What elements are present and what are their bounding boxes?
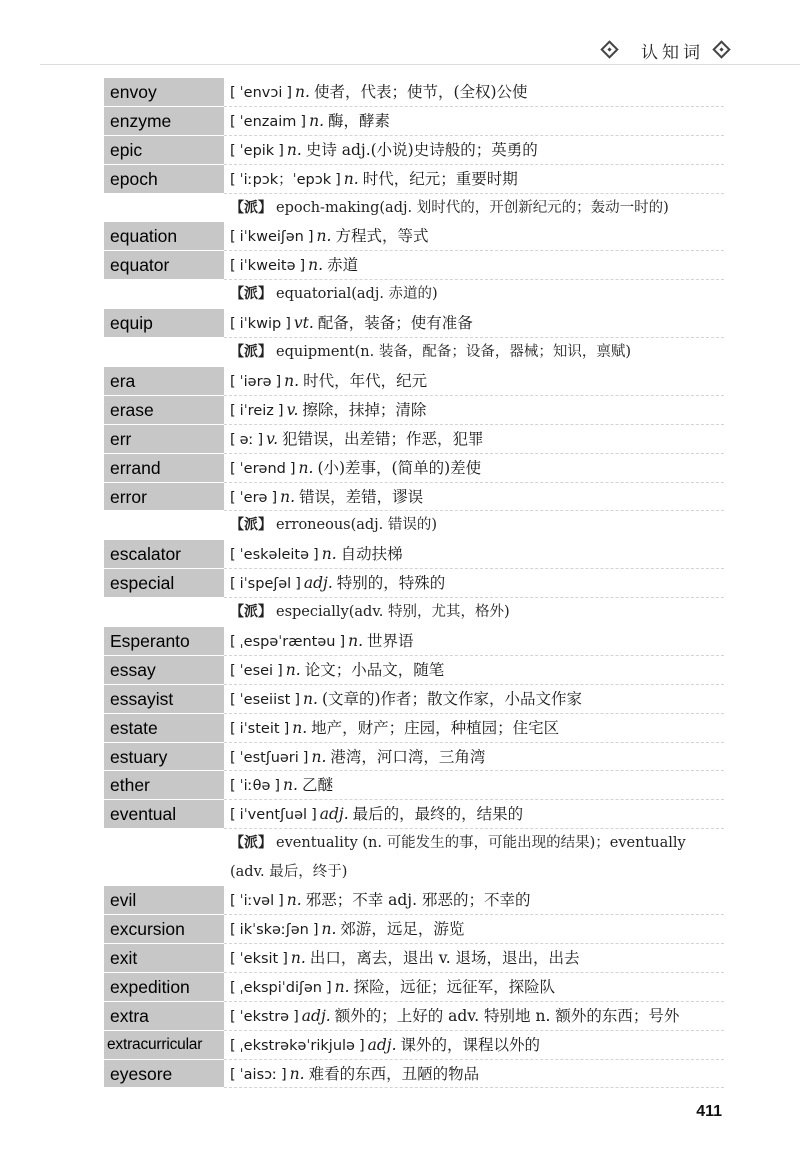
definition (224, 656, 724, 685)
entry-row (104, 309, 724, 338)
meaning: 课外的，课程以外的 (400, 1035, 541, 1054)
phonetic: [ ˈaisɔː ] (230, 1067, 290, 1083)
part-of-speech: n. (321, 920, 337, 939)
headword: exit (104, 944, 224, 973)
entry-row (104, 454, 724, 483)
headword: eventual (104, 800, 224, 829)
vocab-entry (104, 1002, 724, 1031)
meaning: 邪恶；不幸 adj. 邪恶的；不幸的 (305, 891, 531, 910)
phonetic: [ ˌekspiˈdiʃən ] (230, 980, 335, 996)
meaning: 特别的，特殊的 (336, 574, 446, 593)
entry-row (104, 483, 724, 512)
meaning: 乙醚 (301, 776, 333, 795)
meaning: 犯错误，出差错；作恶，犯罪 (282, 429, 484, 448)
derivative-tag: 【 派 】 (230, 517, 272, 533)
phonetic: [ ˈiːθə ] (230, 778, 283, 794)
meaning: 使者，代表；使节，(全权)公使 (313, 83, 528, 101)
phonetic: [ ˈenvɔi ] (230, 85, 295, 101)
phonetic: [ iˈkweiʃən ] (230, 229, 317, 245)
part-of-speech: n. (285, 660, 301, 679)
vocab-entry (104, 454, 724, 483)
definition (224, 771, 724, 800)
vocab-entry (104, 944, 724, 973)
part-of-speech: n. (283, 776, 298, 795)
entry-row (104, 1031, 724, 1060)
headword: essayist (104, 685, 224, 714)
part-of-speech: n. (280, 487, 296, 506)
derivative-text: eventuality (n. 可能发生的事，可能出现的结果)；eventually (adv. 最后，终于) (230, 835, 686, 880)
definition (224, 483, 724, 512)
part-of-speech: n. (308, 256, 324, 275)
meaning: 世界语 (367, 632, 414, 650)
definition (224, 886, 724, 915)
entry-row (104, 685, 724, 714)
derivative-line (224, 511, 724, 540)
phonetic: [ ˈiːpɔk；ˈepɔk ] (230, 172, 344, 188)
phonetic: [ ikˈskəːʃən ] (230, 922, 322, 938)
headword: err (104, 425, 224, 454)
definition (224, 454, 724, 483)
entry-row (104, 222, 724, 251)
definition (224, 743, 724, 772)
vocab-entry (104, 800, 724, 886)
vocab-entry (104, 425, 724, 454)
part-of-speech: v. (266, 429, 279, 448)
part-of-speech: n. (289, 1064, 305, 1083)
phonetic: [ ˈekstrə ] (230, 1009, 302, 1025)
vocab-entry (104, 136, 724, 165)
vocab-entry (104, 656, 724, 685)
part-of-speech: vt. (293, 314, 314, 333)
definition (224, 685, 724, 714)
part-of-speech: n. (316, 227, 332, 246)
vocab-entry (104, 251, 724, 309)
entry-row (104, 714, 724, 743)
entry-row (104, 425, 724, 454)
headword: error (104, 483, 224, 512)
meaning: 郊游，远足，游览 (340, 920, 465, 939)
phonetic: [ iˈspeʃəl ] (230, 576, 304, 592)
vocab-entry (104, 367, 724, 396)
diamond-ornament-icon (600, 40, 618, 58)
vocab-entry (104, 78, 724, 107)
headword: epic (104, 136, 224, 165)
meaning: (小)差事，(简单的)差使 (317, 458, 482, 477)
derivative-tag: 【 派 】 (230, 344, 272, 360)
vocab-entry (104, 915, 724, 944)
headword: eyesore (104, 1060, 224, 1089)
phonetic: [ əː ] (230, 432, 266, 448)
phonetic: [ ˈiːvəl ] (230, 893, 287, 909)
phonetic: [ iˈreiz ] (230, 403, 287, 419)
meaning: 最后的，最终的，结果的 (352, 805, 524, 824)
vocab-entry (104, 222, 724, 251)
phonetic: [ iˈkwip ] (230, 316, 294, 332)
part-of-speech: adj. (303, 574, 333, 593)
derivative-line (224, 194, 724, 223)
definition (224, 800, 724, 829)
phonetic: [ ˈeskəleitə ] (230, 547, 322, 563)
headword: epoch (104, 165, 224, 194)
derivative-text: epoch-making(adj. 划时代的，开创新纪元的；轰动一时的) (276, 199, 669, 216)
meaning: 擦除，抹掉；清除 (302, 400, 427, 419)
entry-row (104, 771, 724, 800)
headword: Esperanto (104, 627, 224, 656)
definition (224, 367, 724, 396)
definition (224, 251, 724, 280)
meaning: (文章的)作者；散文作家，小品文作家 (321, 689, 583, 708)
part-of-speech: n. (311, 747, 327, 766)
headword: especial (104, 569, 224, 598)
part-of-speech: adj. (319, 805, 349, 824)
entry-row (104, 915, 724, 944)
vocab-entry (104, 309, 724, 367)
part-of-speech: n. (286, 891, 302, 910)
headword: extracurricular (104, 1031, 224, 1060)
meaning: 地产，财产；庄园，种植园；住宅区 (311, 718, 560, 737)
part-of-speech: n. (321, 545, 337, 564)
entry-row (104, 944, 724, 973)
entry-row (104, 886, 724, 915)
entry-row (104, 569, 724, 598)
definition (224, 309, 724, 338)
derivative-text: especially(adv. 特别，尤其，格外) (276, 604, 510, 621)
phonetic: [ ˈeksit ] (230, 951, 291, 967)
vocab-entry (104, 743, 724, 772)
headword: equator (104, 251, 224, 280)
meaning: 配备，装备；使有准备 (317, 314, 473, 333)
vocab-entry (104, 685, 724, 714)
header-rule (40, 64, 800, 65)
headword: expedition (104, 973, 224, 1002)
headword: extra (104, 1002, 224, 1031)
meaning: 时代，纪元；重要时期 (362, 169, 518, 188)
vocab-entry (104, 569, 724, 627)
vocabulary-list (104, 78, 724, 1088)
definition (224, 627, 724, 656)
vocab-entry (104, 627, 724, 656)
definition (224, 1060, 724, 1089)
page-number: 411 (696, 1103, 722, 1120)
headword: ether (104, 771, 224, 800)
phonetic: [ ˌespəˈræntəu ] (230, 634, 348, 650)
definition (224, 1002, 724, 1031)
meaning: 酶，酵素 (328, 111, 391, 130)
derivative-tag: 【 派 】 (230, 286, 272, 302)
part-of-speech: n. (334, 977, 350, 996)
part-of-speech: v. (286, 400, 299, 419)
meaning: 史诗 adj.(小说)史诗般的；英勇的 (305, 140, 538, 159)
section-title: 认知词 (641, 43, 704, 63)
vocab-entry (104, 1031, 724, 1060)
vocab-entry (104, 1060, 724, 1089)
entry-row (104, 540, 724, 569)
running-header (0, 36, 800, 66)
entry-row (104, 251, 724, 280)
vocab-entry (104, 886, 724, 915)
meaning: 方程式，等式 (335, 227, 429, 246)
derivative-text: equipment(n. 装备，配备；设备，器械；知识，禀赋) (276, 344, 631, 361)
headword: equip (104, 309, 224, 338)
derivative-tag: 【 派 】 (230, 835, 272, 851)
entry-row (104, 78, 724, 107)
definition (224, 396, 724, 425)
meaning: 出口，离去，退出 v. 退场，退出，出去 (309, 949, 580, 968)
derivative-tag: 【 派 】 (230, 200, 272, 216)
meaning: 论文；小品文，随笔 (304, 660, 445, 679)
meaning: 港湾，河口湾，三角湾 (330, 747, 486, 766)
headword: enzyme (104, 107, 224, 136)
definition (224, 915, 724, 944)
part-of-speech: n. (290, 949, 306, 968)
definition (224, 425, 724, 454)
meaning: 时代，年代，纪元 (303, 371, 428, 390)
headword: erase (104, 396, 224, 425)
headword: errand (104, 454, 224, 483)
derivative-line (224, 598, 724, 627)
vocab-entry (104, 483, 724, 541)
entry-row (104, 743, 724, 772)
definition (224, 540, 724, 569)
part-of-speech: n. (343, 169, 359, 188)
phonetic: [ ˈesei ] (230, 663, 286, 679)
part-of-speech: adj. (301, 1006, 331, 1025)
vocab-entry (104, 396, 724, 425)
meaning: 错误，差错，谬误 (299, 487, 424, 506)
phonetic: [ ˈeseiist ] (230, 692, 303, 708)
phonetic: [ iˈkweitə ] (230, 258, 308, 274)
entry-row (104, 165, 724, 194)
phonetic: [ ˈerənd ] (230, 461, 299, 477)
headword: escalator (104, 540, 224, 569)
part-of-speech: n. (292, 718, 308, 737)
derivative-line (224, 280, 724, 309)
headword: excursion (104, 915, 224, 944)
headword: evil (104, 886, 224, 915)
definition (224, 1031, 724, 1060)
phonetic: [ ˈepik ] (230, 143, 287, 159)
phonetic: [ ˌekstrəkəˈrikjulə ] (230, 1038, 368, 1054)
vocab-entry (104, 165, 724, 223)
meaning: 难看的东西，丑陋的物品 (308, 1064, 480, 1083)
diamond-ornament-icon (712, 40, 730, 58)
phonetic: [ iˈventʃuəl ] (230, 807, 320, 823)
definition (224, 165, 724, 194)
phonetic: [ ˈiərə ] (230, 374, 284, 390)
entry-row (104, 107, 724, 136)
vocab-entry (104, 107, 724, 136)
entry-row (104, 627, 724, 656)
definition (224, 973, 724, 1002)
part-of-speech: n. (284, 371, 300, 390)
entry-row (104, 1002, 724, 1031)
meaning: 额外的；上好的 adv. 特别地 n. 额外的东西；号外 (334, 1006, 680, 1025)
entry-row (104, 367, 724, 396)
entry-row (104, 396, 724, 425)
meaning: 自动扶梯 (340, 545, 403, 564)
headword: envoy (104, 78, 224, 107)
meaning: 赤道 (327, 256, 359, 275)
definition (224, 714, 724, 743)
headword: estate (104, 714, 224, 743)
part-of-speech: adj. (367, 1035, 397, 1054)
vocab-entry (104, 540, 724, 569)
derivative-line (224, 338, 724, 367)
vocab-entry (104, 973, 724, 1002)
derivative-line (224, 829, 724, 886)
meaning: 探险，远征；远征军，探险队 (353, 977, 556, 996)
derivative-tag: 【 派 】 (230, 604, 272, 620)
entry-row (104, 800, 724, 829)
derivative-text: erroneous(adj. 错误的) (276, 517, 438, 534)
phonetic: [ ˈestʃuəri ] (230, 750, 311, 766)
definition (224, 78, 724, 107)
headword: essay (104, 656, 224, 685)
derivative-text: equatorial(adj. 赤道的) (276, 286, 438, 303)
headword: estuary (104, 743, 224, 772)
definition (224, 569, 724, 598)
entry-row (104, 656, 724, 685)
part-of-speech: n. (286, 140, 302, 159)
part-of-speech: n. (309, 111, 325, 130)
definition (224, 107, 724, 136)
part-of-speech: n. (348, 632, 364, 650)
headword: era (104, 367, 224, 396)
part-of-speech: n. (303, 689, 318, 708)
entry-row (104, 1060, 724, 1089)
part-of-speech: n. (298, 458, 314, 477)
headword: equation (104, 222, 224, 251)
phonetic: [ ˈerə ] (230, 490, 280, 506)
definition (224, 944, 724, 973)
definition (224, 222, 724, 251)
phonetic: [ ˈenzaim ] (230, 114, 309, 130)
phonetic: [ iˈsteit ] (230, 721, 292, 737)
entry-row (104, 136, 724, 165)
entry-row (104, 973, 724, 1002)
part-of-speech: n. (295, 83, 310, 101)
vocab-entry (104, 771, 724, 800)
vocab-entry (104, 714, 724, 743)
definition (224, 136, 724, 165)
